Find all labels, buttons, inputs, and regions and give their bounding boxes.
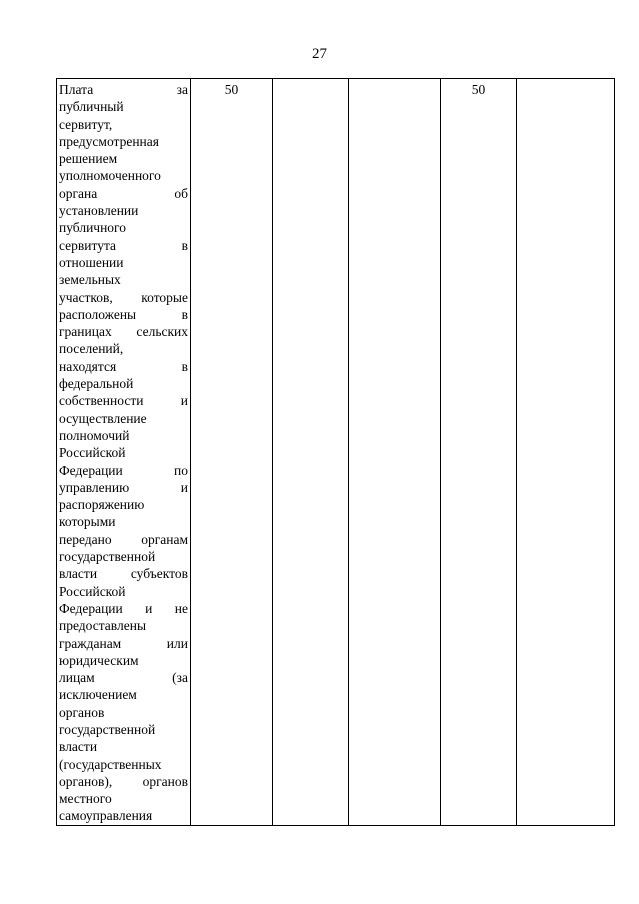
description-line: лицам (за bbox=[59, 670, 188, 686]
description-line: находятся в bbox=[59, 358, 188, 374]
description-cell bbox=[57, 79, 191, 826]
description-line: полномочий bbox=[59, 427, 130, 443]
description-line: Российской bbox=[59, 583, 126, 599]
description-line: участков, которые bbox=[59, 289, 188, 305]
description-line: власти bbox=[59, 739, 98, 755]
description-line: которыми bbox=[59, 514, 116, 530]
description-line: исключением bbox=[59, 687, 137, 703]
description-text bbox=[59, 81, 188, 825]
description-line: государственной bbox=[59, 549, 156, 565]
description-line: органов), органов bbox=[59, 773, 188, 789]
description-line: юридическим bbox=[59, 652, 139, 668]
value-cell-col6 bbox=[517, 79, 615, 826]
description-line: сервитута в bbox=[59, 237, 188, 253]
description-line: распоряжению bbox=[59, 497, 145, 513]
value-cell-col3 bbox=[273, 79, 349, 826]
description-line: уполномоченного bbox=[59, 168, 161, 184]
description-line: государственной bbox=[59, 721, 156, 737]
description-line: (государственных bbox=[59, 756, 162, 772]
description-line: передано органам bbox=[59, 531, 188, 547]
description-line: предоставлены bbox=[59, 618, 147, 634]
description-line: самоуправления bbox=[59, 808, 153, 824]
description-line: расположены в bbox=[59, 306, 188, 322]
description-line: Российской bbox=[59, 445, 126, 461]
description-line: границах сельских bbox=[59, 324, 188, 340]
description-line: Плата за bbox=[59, 82, 188, 97]
description-line: Федерации и не bbox=[59, 600, 188, 616]
description-line: власти субъектов bbox=[59, 566, 188, 582]
description-line: органа об bbox=[59, 185, 188, 201]
description-line: федеральной bbox=[59, 376, 134, 392]
description-line: земельных bbox=[59, 272, 121, 288]
description-line: сервитут, bbox=[59, 116, 113, 132]
description-line: органов bbox=[59, 704, 105, 720]
description-line: публичный bbox=[59, 99, 124, 115]
description-line: управлению и bbox=[59, 479, 188, 495]
page-number: 27 bbox=[312, 46, 327, 62]
description-line: решением bbox=[59, 151, 118, 167]
value-cell-col5: 50 bbox=[441, 79, 517, 826]
description-line: предусмотренная bbox=[59, 133, 159, 149]
description-line: Федерации по bbox=[59, 462, 188, 478]
description-line: поселений, bbox=[59, 341, 124, 357]
description-line: собственности и bbox=[59, 393, 188, 409]
data-table bbox=[56, 78, 615, 826]
description-line: гражданам или bbox=[59, 635, 188, 651]
description-line: установлении bbox=[59, 203, 139, 219]
table-row bbox=[57, 79, 615, 826]
description-line: местного bbox=[59, 791, 112, 807]
description-line: осуществление bbox=[59, 410, 147, 426]
value-cell-col2: 50 bbox=[191, 79, 273, 826]
description-line: публичного bbox=[59, 220, 127, 236]
value-cell-col4 bbox=[349, 79, 441, 826]
description-line: отношении bbox=[59, 254, 124, 270]
